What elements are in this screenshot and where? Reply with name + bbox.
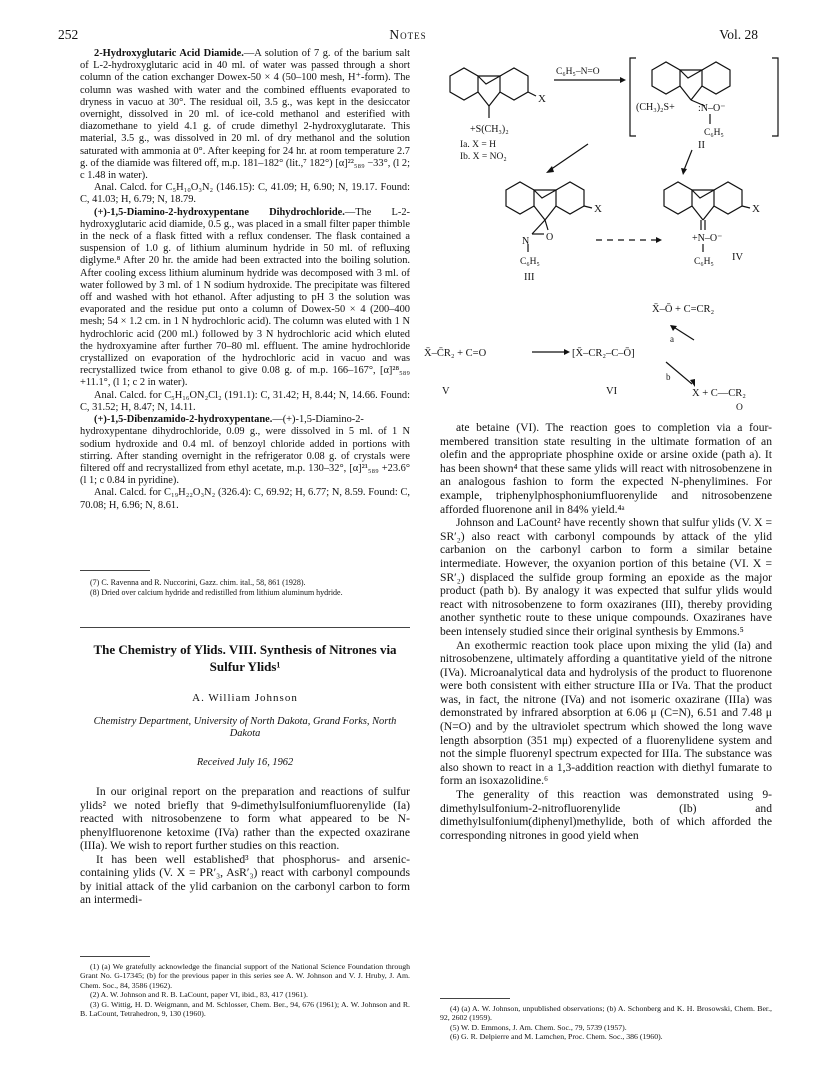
- footnote-rule: [80, 570, 150, 571]
- footnote: (6) G. R. Delpierre and M. Lamchen, Proc. Chem. Soc., 386 (1960).: [450, 1032, 663, 1042]
- article-author: A. William Johnson: [192, 692, 298, 704]
- arrow-to-III: [550, 144, 588, 170]
- footnote: (5) W. D. Emmons, J. Am. Chem. Soc., 79, 5739 (1957).: [450, 1022, 627, 1032]
- reagent-label: C₆H₅–N=O: [556, 67, 600, 77]
- article-title: The Chemistry of Ylids. VIII. Synthesis of Nitrones via Sulfur Ylids¹: [93, 642, 397, 674]
- running-header: [58, 27, 758, 43]
- epoxide-oxygen: O: [736, 403, 743, 413]
- path-a-product: X̄–Ō + C=CR₂: [652, 304, 715, 315]
- nitrogen-oxide: :N–O⁻: [698, 103, 726, 114]
- run-in-heading: (+)-1,5-Diamino-2-hydroxypentane Dihydrochloride.: [94, 206, 345, 218]
- oxygen-III: O: [546, 232, 554, 243]
- paragraph: [80, 48, 410, 182]
- nitrone-group: +N–O⁻: [692, 233, 723, 244]
- run-in-heading: (+)-1,5-Dibenzamido-2-hydroxypentane.: [94, 414, 273, 426]
- footnote: (1) (a) We gratefully acknowledge the financial support of the National Science Foundation through Grant No. G-17345; (b) for the previous paper in this series see A. W. Johnson and V. J. Hruby, J. Am. Chem. Soc., 84, 3586 (1962).: [80, 962, 410, 990]
- article-body-right: [440, 421, 772, 842]
- substituent-x: X: [752, 203, 760, 215]
- footnote: (2) A. W. Johnson and R. B. LaCount, paper VI, ibid., 83, 417 (1961).: [90, 990, 308, 1000]
- nitrogen-III: N: [522, 236, 530, 247]
- label-VI: VI: [606, 386, 618, 397]
- article-body-left: [80, 785, 410, 907]
- path-label-b: b: [666, 372, 671, 382]
- phenyl-IV: C₆H₅: [694, 257, 714, 267]
- footnote: (4) (a) A. W. Johnson, unpublished observations; (b) A. Schonberg and K. H. Brosowski, Chem. Ber., 92, 2602 (1959).: [440, 1004, 772, 1023]
- intermediate-II-bracket: [630, 58, 778, 136]
- analysis-line: Anal. Calcd. for C₅H₁₀O₃N₂ (146.15): C, 41.09; H, 6.90; N, 19.17. Found: C, 41.03; H, 6.79; N, 18.79.: [80, 182, 410, 206]
- article-footnotes-left: [80, 962, 410, 1018]
- affiliation: Chemistry Department, University of North Dakota, Grand Forks, North Dakota: [93, 716, 397, 740]
- phenyl-III: C₆H₅: [520, 257, 540, 267]
- arrow-to-IV: [684, 150, 692, 170]
- footnote: (3) G. Wittig, H. D. Weigmann, and M. Schlosser, Chem. Ber., 94, 676 (1961); A. W. Johnson and R. B. LaCount, Tetrahedron, 9, 130 (1960).: [80, 999, 410, 1019]
- paragraph: [80, 414, 410, 487]
- page-number: 252: [58, 27, 79, 42]
- analysis-line: Anal. Calcd. for C₁₉H₂₂O₃N₂ (326.4): C, 69.92; H, 6.77; N, 8.59. Found: C, 70.08; H, 6.96; N, 8.61.: [80, 487, 410, 511]
- analysis-line: Anal. Calcd. for C₅H₁₆ON₂Cl₂ (191.1): C, 31.42; H, 8.44; N, 14.66. Found: C, 31.52; H, 8.47; N, 14.11.: [80, 389, 410, 413]
- label-V: V: [442, 386, 450, 397]
- label-IV: IV: [732, 252, 744, 263]
- footnote: (8) Dried over calcium hydride and redistilled from lithium aluminum hydride.: [90, 587, 343, 597]
- label-Ia: Ia. X = H: [460, 140, 496, 150]
- footnote-rule: [80, 956, 150, 957]
- betaine-formula: [X̄–CR₂–C–Ō]: [572, 348, 635, 359]
- phenyl-II: C₆H₅: [704, 128, 724, 138]
- paragraph: It has been well established³ that phosphorus- and arsenic-containing ylids (V. X = PR′₃, AsR′₃) react with carbonyl compounds by initial attack of the ylid carbanion on the carbonyl carbon to form an intermedi-: [80, 852, 410, 906]
- reaction-scheme: [420, 44, 782, 416]
- arrowhead: [620, 77, 626, 83]
- paragraph: An exothermic reaction took place upon mixing the ylid (Ia) and nitrosobenzene, ultimately affording a quantitative yield of the nitrone (IVa). Microanalytical data and hydrolysis of the product to fluorenone were both consistent with either structure IIIa or IVa. That the product was, in fact, the nitrone (IVa) and not isomeric oxazirane (IIIa) was demonstrated by infrared absorption at 6.06 μ (C=N), 6.51 and 7.48 μ (N=O) and by the ultraviolet spectrum which showed the long wave length absorption (351 mμ) expected of a fluorenylidene system and not the simple fluorenyl spectrum expected for IIIa. The substance was also shown to react in a 1,3-addition reaction with diethyl fumarate to form an isoxazolidine.⁶: [440, 638, 772, 788]
- paragraph: In our original report on the preparation and reactions of sulfur ylids² we noted briefly that 9-dimethylsulfoniumfluorenylide (Ia) reacted with nitrosobenzene to form what appeared to be N-phenylfluorenone ketoxime (IVa) rather than the expected oxazirane (IIIa). We wish to report further studies on this reaction.: [80, 785, 410, 852]
- substituent-x: X: [594, 203, 602, 215]
- footnote-rule: [440, 998, 510, 999]
- path-label-a: a: [670, 334, 674, 344]
- paragraph-text: —The L-2-hydroxyglutaric acid diamide, 0.5 g., was placed in a small filter paper thimble in the neck of a flask fitted with a reflux condenser. The flask contained a suspension of 1.0 g. of lithium aluminum hydride in 50 ml. of refluxing diglyme.⁸ After 20 hr. the amide had been extracted into the boiling solution. After cooling excess lithium aluminum hydride was decomposed with 3 ml. of water followed by 3 ml. of 1 N sodium hydroxide. The precipitate was filtered off and washed with hot ethanol. After adjusting to pH 3 the solution was evaporated and the residue put onto a column of Dowex-50 × 4 (200–400 mesh; 54 × 1.2 cm. in 1 N hydrochloric acid). The column was eluted with 1 N hydrochloric acid (200 ml.) followed by 3 N hydrochloric acid which eluted the hydroxyamine after further 70–80 ml. effluent. The amine hydrochloride crystallized on evaporation of the hydrochloric acid in vacuo and was recrystallized twice from ethanol to give 0.08 g. of m.p. 166–167°, [α]²⁸₅₈₉ +11.1°, (l 1; c 2 in water).: [80, 206, 410, 389]
- paragraph: ate betaine (VI). The reaction goes to completion via a four-membered transition state resulting in the ultimate formation of an olefin and the appropriate phosphine oxide or arsine oxide (path a). It has been shown⁴ that these same ylids will react with nitrosobenzene in an analogous fashion to form the expected N-phenylimines. For example, triphenylphosphoniumfluorenylide and nitrosobenzene afforded fluorenone anil in 84% yield.⁴ᵃ: [440, 421, 772, 516]
- received-date: Received July 16, 1962: [196, 757, 294, 768]
- substituent-x: X: [538, 93, 546, 105]
- fluorene-structure-I: [450, 68, 536, 118]
- running-head: Notes: [389, 27, 427, 42]
- path-b-product: X + C—CR₂: [692, 388, 746, 399]
- paragraph-text: —A solution of 7 g. of the barium salt of L-2-hydroxyglutaric acid in 40 ml. of water was passed through a short column of the cation exchanger Dowex-50 × 4 (50–100 mesh, H⁺-form). The column was washed with water and the combined effluents evaporated to dryness in vacuo at 30°. The residual oil, 3.5 g., was kept in the desiccator overnight, dissolved in 20 ml. of ice-cold methanol and esterified with diazomethane to yield 4.1 g. of crude dimethyl 2-hydroxyglutarate. This material, 3.5 g., was dissolved in 20 ml. of dry methanol and the solution saturated with ammonia at 0°. After keeping for 24 hr. at room temperature 2.7 g. of the diamide was filtered off, m.p. 181–182° (lit.,⁷ 182°) [α]²²₅₈₉ −33°, (l 2; c 1.48 in water).: [80, 48, 410, 182]
- volume-label: Vol. 28: [719, 27, 758, 42]
- left-column-top: [80, 48, 410, 512]
- arrowhead: [546, 166, 554, 173]
- label-II: II: [698, 140, 705, 151]
- sulfonium-group: +S(CH₃)₂: [470, 124, 509, 135]
- run-in-heading: 2-Hydroxyglutaric Acid Diamide.: [94, 48, 244, 59]
- paragraph: The generality of this reaction was demonstrated using 9-dimethylsulfonium-2-nitrofluorenylide (Ib) and dimethylsulfonium(diphenyl)methylide, both of which afforded the corresponding nitrones in good yield when: [440, 788, 772, 842]
- section-divider: [80, 627, 410, 628]
- dimethylsulfonium: (CH₃)₂S+: [636, 102, 675, 113]
- paragraph: [80, 207, 410, 390]
- label-Ib: Ib. X = NO₂: [460, 152, 507, 162]
- paragraph-text: —(+)-1,5-Diamino-2-hydroxypentane dihydrochloride, 0.09 g., were dissolved in 5 ml. of 1 N sodium hydroxide and 0.4 ml. of benzoyl chloride added in portions with stirring. After standing overnight in the refrigerator 0.08 g. of crystals were filtered off and recrystallized from ethyl acetate, m.p. 130–32°, [α]²¹₅₈₉ +23.6° (l 1; c 0.84 in pyridine).: [80, 414, 410, 487]
- ylid-plus-carbonyl: X̄–C̄R₂ + C=O: [424, 348, 487, 359]
- article-footnotes-right: [440, 1004, 772, 1042]
- paragraph: Johnson and LaCount² have recently shown that sulfur ylids (V. X = SR′₂) also react with carbonyl compounds by attack of the ylid carbanion on the carbonyl carbon to form a similar betaine intermediate. However, the oxyanion portion of this betaine (VI. X = SR′₂) displaced the sulfide group forming an epoxide as the major product (path b). By analogy it was expected that sulfur ylids would react with nitrosobenzene to form oxaziranes (III), thereby providing another synthetic route to these unique compounds. Oxaziranes have been intensely studied since their original synthesis by Emmons.⁵: [440, 516, 772, 638]
- footnote: (7) C. Ravenna and R. Nuccorini, Gazz. chim. ital., 58, 861 (1928).: [90, 578, 306, 587]
- arrowhead: [681, 168, 687, 175]
- label-III: III: [524, 272, 535, 283]
- arrowhead: [656, 237, 662, 243]
- footnotes-top: [80, 578, 410, 597]
- arrowhead: [564, 349, 570, 355]
